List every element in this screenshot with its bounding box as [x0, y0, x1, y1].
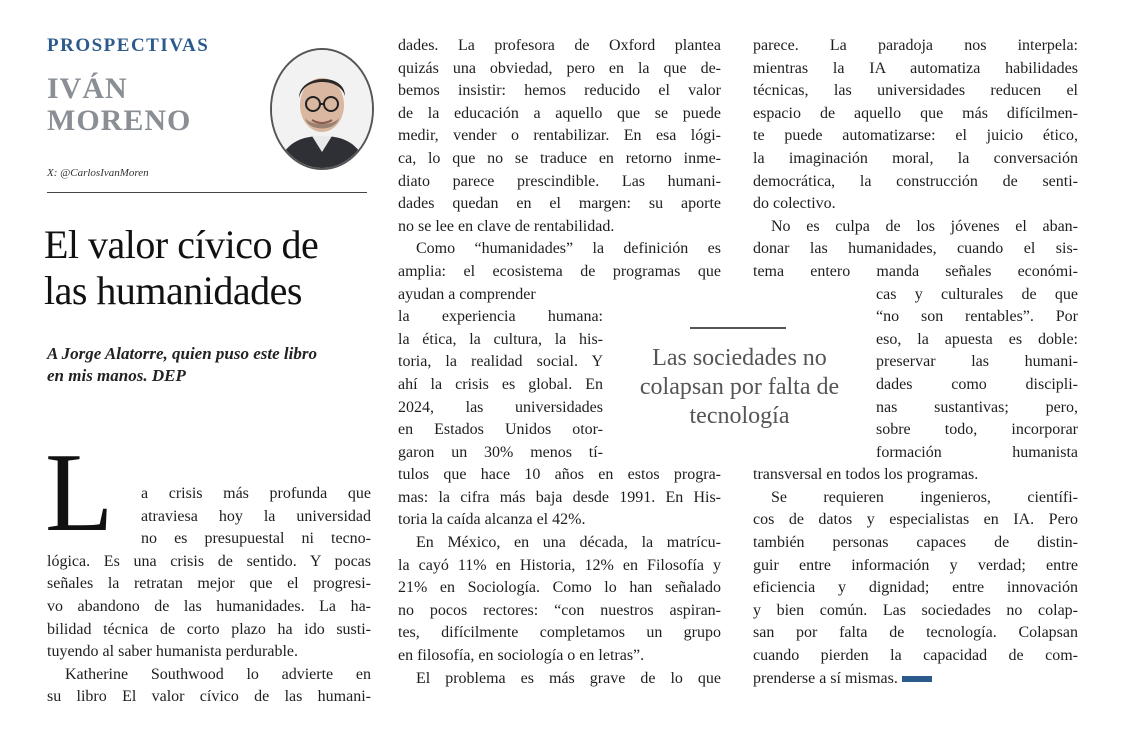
col2-line: amplia: el ecosistema de programas que	[398, 262, 721, 280]
author-photo	[270, 48, 374, 170]
author-handle: X: @CarlosIvanMoren	[47, 167, 149, 179]
col2-line: ca, lo que no se traduce en retorno inme-	[398, 149, 721, 167]
col2-line: ayudan a comprender	[398, 285, 536, 303]
col3-line: eficiencia y dignidad; entre innovación	[753, 579, 1078, 597]
col1-line: bilidad técnica de corto plazo ha ido susti-	[47, 620, 371, 638]
col2-line: 2024, las universidades	[398, 398, 603, 416]
col2-line: quizás una obviedad, pero en la que de-	[398, 59, 721, 77]
author-name	[47, 74, 191, 138]
col1-line: atraviesa hoy la universidad	[141, 507, 371, 525]
col3-line: la imaginación moral, la conversación	[753, 149, 1078, 167]
col2-line: garon un 30% menos tí-	[398, 443, 603, 461]
col2-line: toria, la realidad social. Y	[398, 353, 603, 371]
pullquote-line-2: colapsan por falta de	[639, 374, 840, 400]
col1-line: no es presupuestal ni tecno-	[141, 530, 371, 548]
col3-line: tema entero manda señales económi-	[753, 262, 1078, 280]
col3-line: donar las humanidades, cuando el sis-	[753, 240, 1078, 258]
col2-line: dades. La profesora de Oxford plantea	[398, 37, 721, 54]
col2-line: 21% en Sociología. Como lo han señalado	[398, 579, 721, 597]
col3-line: democrática, la construcción de senti-	[753, 172, 1078, 190]
col3-line: transversal en todos los programas.	[753, 466, 979, 484]
col3-last-text: prenderse a sí mismas.	[753, 669, 898, 687]
header-rule	[47, 192, 367, 193]
col1-line: vo abandono de las humanidades. La ha-	[47, 597, 371, 615]
col3-line: cos de datos y especialistas en IA. Pero	[753, 511, 1078, 529]
col3-line: Se requieren ingenieros, científi-	[771, 488, 1078, 506]
col2-line: en Estados Unidos otor-	[398, 421, 603, 439]
dedication	[47, 343, 377, 387]
col1-line: señales la retratan mejor que el progresi-	[47, 575, 371, 593]
col3-line: técnicas, las universidades reducen el	[753, 82, 1078, 100]
col3-line: mientras la IA automatiza habilidades	[753, 59, 1078, 77]
col2-line: no se lee en clave de rentabilidad.	[398, 217, 615, 235]
col2-line: diato parece prescindible. Las humani-	[398, 172, 721, 190]
column-3	[753, 35, 1078, 690]
col3-line: parece. La paradoja nos interpela:	[753, 37, 1078, 54]
col3-final-line	[753, 668, 1078, 691]
col1-line: a crisis más profunda que	[141, 485, 371, 502]
end-mark-icon	[902, 676, 932, 682]
drop-cap: L	[45, 431, 114, 555]
article-title-line-2: las humanidades	[44, 268, 302, 313]
col3-line: preservar las humani-	[876, 353, 1078, 371]
column-1	[47, 483, 371, 709]
col3-line: sobre todo, incorporar	[876, 421, 1078, 439]
col1-line: tuyendo al saber humanista perdurable.	[47, 643, 299, 661]
col2-line: la ética, la cultura, la his-	[398, 330, 603, 348]
col3-line: también personas capaces de distin-	[753, 534, 1078, 552]
col2-line: mas: la cifra más baja desde 1991. En His-	[398, 488, 721, 506]
pullquote-line-3: tecnología	[689, 403, 790, 429]
col2-line: la experiencia humana:	[398, 308, 603, 326]
col2-line: En México, en una década, la matrícu-	[416, 534, 721, 552]
col3-line: do colectivo.	[753, 195, 836, 213]
col3-line: san por falta de tecnología. Colapsan	[753, 624, 1078, 642]
col3-line: guir entre información y verdad; entre	[753, 556, 1078, 574]
dedication-line-1: A Jorge Alatorre, quien puso este libro	[47, 344, 317, 363]
col3-line: cas y culturales de que	[876, 285, 1078, 303]
col2-line: bemos insistir: hemos reducido el valor	[398, 82, 721, 100]
author-first-name: IVÁN	[47, 72, 128, 105]
col3-line: te puede automatizarse: el juicio ético,	[753, 127, 1078, 145]
col2-line: tes, difícilmente completamos un grupo	[398, 624, 721, 642]
col2-line: ahí la crisis es global. En	[398, 375, 603, 393]
col2-line: la cayó 11% en Historia, 12% en Filosofía y	[398, 556, 721, 574]
dedication-line-2: en mis manos. DEP	[47, 366, 186, 385]
col2-line: en filosofía, en sociología o en letras”.	[398, 647, 645, 665]
col2-line: toria la caída alcanza el 42%.	[398, 511, 586, 529]
author-last-name: MORENO	[47, 104, 192, 137]
col1-line: su libro El valor cívico de las humani-	[47, 688, 371, 706]
col3-line: nas sustantivas; pero,	[876, 398, 1078, 416]
col3-line: eso, la apuesta es doble:	[876, 330, 1078, 348]
col1-line: lógica. Es una crisis de sentido. Y pocas	[47, 552, 371, 570]
col3-line: dades como discipli-	[876, 375, 1078, 393]
col3-line: formación humanista	[876, 443, 1078, 461]
article-title-line-1: El valor cívico de	[44, 222, 319, 267]
col2-line: medir, vender o rentabilizar. En esa lógi-	[398, 127, 721, 145]
section-label: PROSPECTIVAS	[47, 35, 210, 56]
col2-line: dades quedan en el margen: su aporte	[398, 195, 721, 213]
col2-line: de la educación a aquello que se puede	[398, 104, 721, 122]
col3-line: No es culpa de los jóvenes el aban-	[771, 217, 1078, 235]
col3-line: y bien común. Las sociedades no colap-	[753, 601, 1078, 619]
pullquote-line-1: Las sociedades no	[652, 345, 827, 371]
article-title	[44, 222, 374, 314]
col3-line: espacio de aquello que más difícilmen-	[753, 104, 1078, 122]
col3-line: cuando pierden la capacidad de com-	[753, 647, 1078, 665]
col3-line: “no son rentables”. Por	[876, 308, 1078, 326]
col2-line: tulos que hace 10 años en estos progra-	[398, 466, 721, 484]
col2-line: El problema es más grave de lo que	[416, 669, 721, 687]
col2-line: no pocos rectores: “con nuestros aspiran-	[398, 601, 721, 619]
col2-line: Como “humanidades” la definición es	[416, 240, 721, 258]
col1-line: Katherine Southwood lo advierte en	[65, 665, 371, 683]
